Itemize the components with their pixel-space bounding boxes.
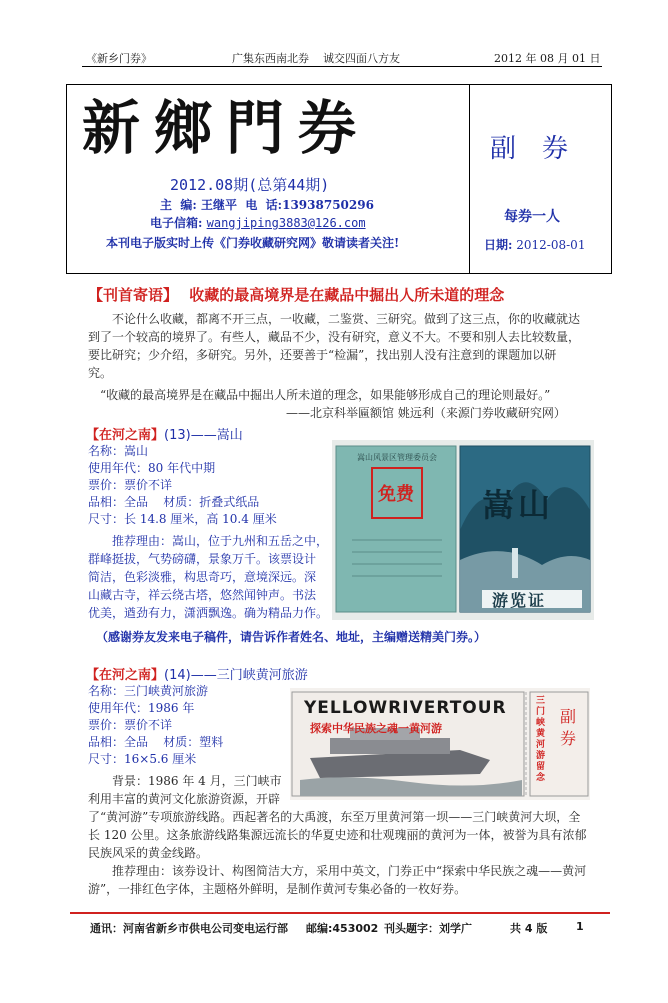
article1-field-price: 票价：票价不详 (88, 478, 173, 492)
fuquan-label: 副券 (490, 134, 595, 164)
issue-number: 2012.08期(总第44期) (170, 176, 330, 194)
article2-fields (88, 683, 288, 768)
footer-inscription: 刊头题字：刘学广 (384, 922, 472, 935)
article2-bg-body: 了“黄河游”专项旅游线路。西起著名的大禹渡，东至万里黄河第一坝——三门峡黄河大坝，全长 120 公里。这条旅游线路集源远流长的华夏史迹和壮观瑰丽的黄河为一体，被誉为具有浓郁民族风采的黄金线路。 (88, 810, 587, 860)
article2-title: (14)——三门峡黄河旅游 (164, 668, 308, 683)
article2-heading (86, 664, 308, 683)
masthead-title: 新鄉門券 (82, 94, 371, 162)
footer-rule (70, 912, 610, 914)
footer-address: 通讯：河南省新乡市供电公司变电运行部 (90, 922, 288, 935)
article2-field-price: 票价：票价不详 (88, 718, 173, 732)
date-row (484, 236, 585, 253)
ticket-left-title: 嵩山风景区管理委员会 (357, 453, 437, 462)
feature-tag: 【刊首寄语】 (88, 286, 179, 304)
sanmenxia-ticket-image (290, 688, 590, 800)
footer-postcode: 邮编:453002 (306, 922, 379, 935)
article1-field-era: 使用年代：80 年代中期 (88, 461, 216, 475)
feature-paragraph: 不论什么收藏，都离不开三点，一收藏，二鉴赏、三研究。做到了这三点，你的收藏就达到了一个较高的境界了。有些人，藏品不少，没有研究，意义不大。不要和别人去比较数量，要比研究；少介绍，多研究。另外，还要善于“检漏”，找出别人没有注意到的课题加以研究。 (88, 312, 581, 380)
notice-line: 本刊电子版实时上传《门券收藏研究网》敬请读者关注! (106, 236, 400, 250)
article1-tag: 【在河之南】 (86, 428, 165, 443)
date-value: 2012-08-01 (516, 238, 586, 252)
article2-field-size: 尺寸：16×5.6 厘米 (88, 752, 197, 766)
article1-field-size: 尺寸：长 14.8 厘米，高 10.4 厘米 (88, 512, 277, 526)
date-label: 日期: (484, 238, 513, 252)
article1-thanks: （感谢券友发来电子稿件，请告诉作者姓名、地址，主编赠送精美门券。） (96, 630, 487, 644)
email-label: 电子信箱: (150, 216, 203, 230)
feature-quote: “收藏的最高境界是在藏品中掘出人所未道的理念，如果能够形成自己的理论则最好。” (100, 388, 551, 402)
article1-rec-line: 山藏古寺，祥云绕古塔，悠然闻钟声。书法 (88, 588, 317, 602)
feature-title: 收藏的最高境界是在藏品中掘出人所未道的理念 (189, 286, 505, 304)
editor-line: 主 编: 王继平 电 话:13938750296 (160, 198, 374, 212)
meijuan-label: 每券一人 (504, 209, 560, 225)
article1-title: (13)——嵩山 (164, 428, 243, 443)
article2-field-era: 使用年代：1986 年 (88, 701, 195, 715)
ticket-en-title: YELLOWRIVERTOUR (304, 698, 507, 718)
ticket-right-title: 嵩山 (482, 486, 555, 524)
header-rule (82, 66, 602, 67)
ticket-cn-title: 探索中华民族之魂一黄河游 (310, 722, 442, 735)
header-paper-name: 《新乡门券》 (86, 52, 152, 65)
footer-pages: 共 4 版 (510, 922, 548, 935)
footer-page-number: 1 (576, 920, 584, 933)
article2-tag: 【在河之南】 (86, 668, 165, 683)
article2-field-name: 名称：三门峡黄河旅游 (88, 684, 209, 698)
feature-signature: ——北京科举匾额馆 姚远利（来源门券收藏研究网） (286, 406, 566, 420)
article1-field-quality: 品相：全品 材质：折叠式纸品 (88, 495, 260, 509)
article1-rec-line: 优美，遒劲有力，潇洒飘逸。确为精品力作。 (88, 606, 329, 620)
article1-rec-line: 推荐理由：嵩山，位于九州和五岳之中， (112, 534, 329, 548)
feature-heading (88, 284, 504, 305)
ticket-right-sub: 游览证 (492, 591, 547, 610)
article2-bg-line: 利用丰富的黄河文化旅游资源，开辟 (88, 792, 281, 806)
article2-bg-intro (88, 772, 308, 808)
email-row (150, 214, 366, 231)
header-slogan: 广集东西南北券 诚交四面八方友 (232, 52, 400, 65)
article2-bg-line: 背景：1986 年 4 月，三门峡市 (112, 774, 282, 788)
email-link[interactable]: wangjiping3883@126.com (206, 216, 366, 230)
ticket-left-stamp: 免费 (378, 484, 414, 505)
article1-rec-line: 简洁，色彩淡雅，构思奇巧，意境深远。深 (88, 570, 317, 584)
article2-recommend: 推荐理由：该券设计、构图简洁大方，采用中英文，门券正中“探索中华民族之魂——黄河游”，一排红色字体，主题格外鲜明，是制作黄河专集必备的一枚好券。 (88, 864, 587, 896)
header-date: 2012 年 08 月 01 日 (494, 52, 601, 65)
songshan-ticket-image (332, 440, 594, 620)
article1-fields (88, 443, 338, 528)
ticket-stub-text: 三门峡黄河游留念 (536, 696, 546, 783)
article2-field-quality: 品相：全品 材质：塑料 (88, 735, 224, 749)
article1-recommend (88, 532, 338, 622)
article1-field-name: 名称：嵩山 (88, 444, 149, 458)
article1-heading (86, 424, 243, 443)
article1-rec-line: 群峰挺拔，气势磅礴，景象万千。该票设计 (88, 552, 317, 566)
ticket-stub-fu: 副券 (560, 707, 577, 748)
masthead-divider (469, 85, 470, 273)
